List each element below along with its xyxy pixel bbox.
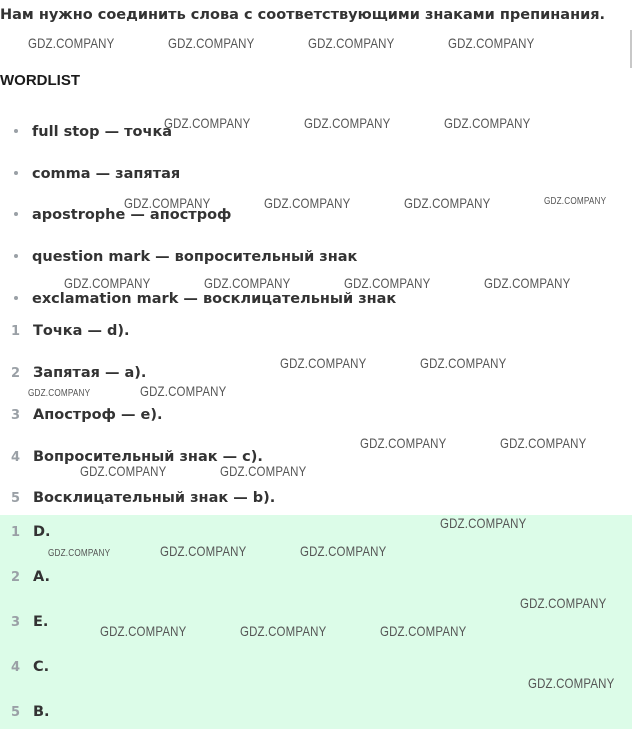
watermark: GDZ.COMPANY xyxy=(220,463,307,479)
watermark: GDZ.COMPANY xyxy=(164,115,251,131)
answer-text: D. xyxy=(33,524,51,540)
match-text: Апостроф — e). xyxy=(33,407,163,423)
watermark: GDZ.COMPANY xyxy=(100,623,187,639)
watermark: GDZ.COMPANY xyxy=(304,115,391,131)
answer-number: 1 xyxy=(10,525,20,540)
watermark: GDZ.COMPANY xyxy=(64,275,151,291)
task-intro: Нам нужно соединить слова с соответствующими знаками препинания. xyxy=(0,7,606,23)
answer-text: C. xyxy=(33,659,50,675)
watermark: GDZ.COMPANY xyxy=(124,195,211,211)
bullet-dot-icon xyxy=(14,212,18,216)
watermark: GDZ.COMPANY xyxy=(280,355,367,371)
watermark: GDZ.COMPANY xyxy=(28,388,91,399)
answer-item xyxy=(0,659,49,675)
watermark: GDZ.COMPANY xyxy=(380,623,467,639)
wordlist-heading: WORDLIST xyxy=(0,72,80,89)
match-item xyxy=(0,490,275,506)
bullet-dot-icon xyxy=(14,171,18,175)
match-number: 4 xyxy=(10,450,20,465)
answer-text: B. xyxy=(33,704,50,720)
watermark: GDZ.COMPANY xyxy=(204,275,291,291)
watermark: GDZ.COMPANY xyxy=(28,35,115,51)
watermark: GDZ.COMPANY xyxy=(264,195,351,211)
match-number: 3 xyxy=(10,408,20,423)
watermark: GDZ.COMPANY xyxy=(160,543,247,559)
answer-text: E. xyxy=(33,614,49,630)
match-text: Точка — d). xyxy=(33,323,130,339)
watermark: GDZ.COMPANY xyxy=(444,115,531,131)
match-item xyxy=(0,407,163,423)
answer-item xyxy=(0,704,50,720)
watermark: GDZ.COMPANY xyxy=(544,196,607,207)
match-item xyxy=(0,365,146,381)
watermark: GDZ.COMPANY xyxy=(140,383,227,399)
answer-number: 3 xyxy=(10,615,20,630)
match-number: 1 xyxy=(10,324,20,339)
match-number: 2 xyxy=(10,366,20,381)
bullet-dot-icon xyxy=(14,254,18,258)
wordlist-item: question mark — вопросительный знак xyxy=(14,249,357,265)
watermark: GDZ.COMPANY xyxy=(448,35,535,51)
wordlist-item: full stop — точка xyxy=(14,124,172,140)
watermark: GDZ.COMPANY xyxy=(404,195,491,211)
watermark: GDZ.COMPANY xyxy=(360,435,447,451)
watermark: GDZ.COMPANY xyxy=(440,515,527,531)
match-text: Запятая — a). xyxy=(33,365,147,381)
answer-item xyxy=(0,569,50,585)
bullet-dot-icon xyxy=(14,296,18,300)
match-text: Вопросительный знак — c). xyxy=(33,449,263,465)
wordlist-item: apostrophe — апостроф xyxy=(14,207,231,223)
answer-number: 2 xyxy=(10,570,20,585)
wordlist-item: exclamation mark — восклицательный знак xyxy=(14,291,396,307)
watermark: GDZ.COMPANY xyxy=(300,543,387,559)
watermark: GDZ.COMPANY xyxy=(168,35,255,51)
match-item xyxy=(0,323,130,339)
watermark: GDZ.COMPANY xyxy=(344,275,431,291)
match-number: 5 xyxy=(10,491,20,506)
wordlist-item: comma — запятая xyxy=(14,166,180,182)
match-text: Восклицательный знак — b). xyxy=(33,490,276,506)
watermark: GDZ.COMPANY xyxy=(240,623,327,639)
answer-number: 5 xyxy=(10,705,20,720)
watermark: GDZ.COMPANY xyxy=(500,435,587,451)
answer-number: 4 xyxy=(10,660,20,675)
watermark: GDZ.COMPANY xyxy=(48,548,111,559)
watermark: GDZ.COMPANY xyxy=(520,595,607,611)
answer-text: A. xyxy=(33,569,50,585)
bullet-dot-icon xyxy=(14,129,18,133)
watermark: GDZ.COMPANY xyxy=(308,35,395,51)
watermark: GDZ.COMPANY xyxy=(528,675,615,691)
watermark: GDZ.COMPANY xyxy=(420,355,507,371)
answer-item xyxy=(0,524,51,540)
watermark: GDZ.COMPANY xyxy=(484,275,571,291)
answer-item xyxy=(0,614,48,630)
watermark: GDZ.COMPANY xyxy=(80,463,167,479)
